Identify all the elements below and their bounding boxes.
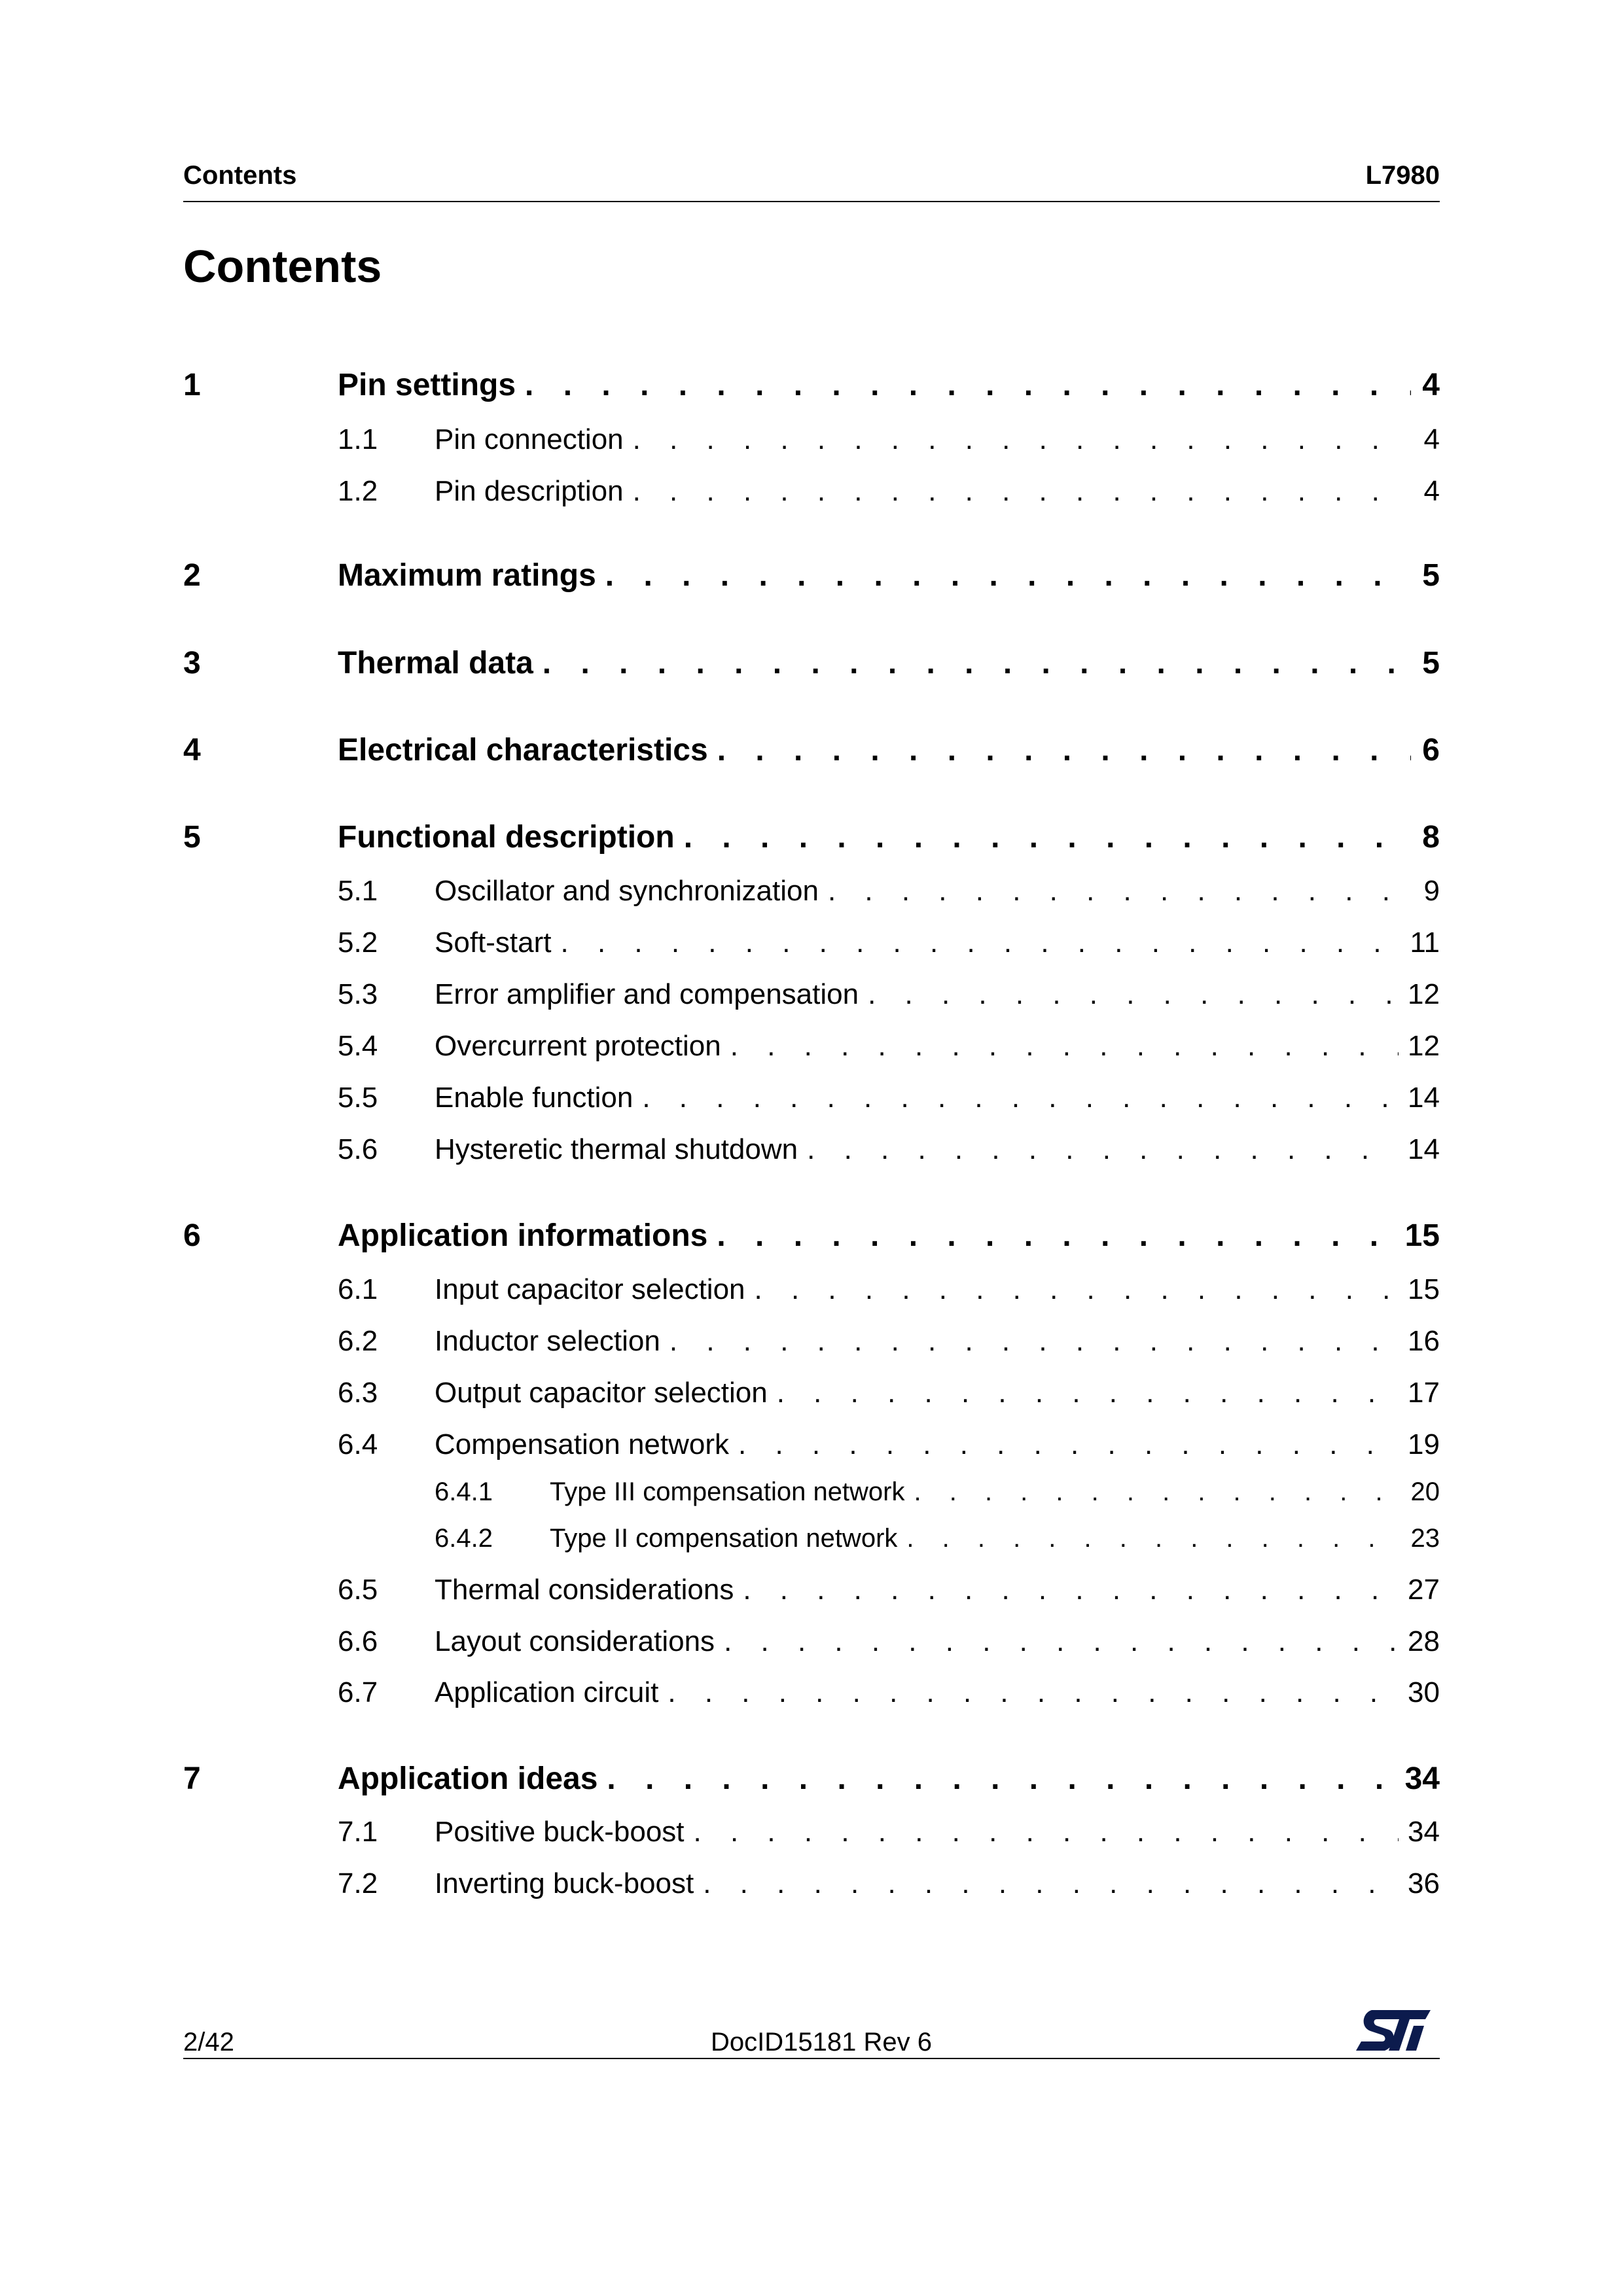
toc-entry-number: 6: [183, 1218, 201, 1253]
toc-entry-title[interactable]: Type II compensation network: [550, 1524, 898, 1553]
toc-entry-number: 6.6: [338, 1625, 378, 1657]
toc-entry-title[interactable]: Pin connection: [435, 423, 624, 455]
toc-entry-page: 4: [1422, 368, 1440, 402]
toc-leader-dots: [669, 1324, 1399, 1359]
toc-entry-number: 6.3: [338, 1377, 378, 1409]
toc-entry-number: 6.7: [338, 1676, 378, 1708]
toc-leader-dots: [807, 1132, 1399, 1167]
toc-entry-title[interactable]: Enable function: [435, 1082, 633, 1114]
toc-entry-page: 4: [1423, 423, 1440, 455]
toc-entry-6-4-1[interactable]: [435, 1476, 1440, 1508]
toc-leader-dots: [828, 874, 1411, 909]
toc-entry-title[interactable]: Positive buck-boost: [435, 1816, 685, 1848]
toc-entry-number: 5.3: [338, 978, 378, 1010]
toc-entry-5-4[interactable]: [338, 1029, 1440, 1064]
toc-entry-title[interactable]: Inductor selection: [435, 1325, 660, 1357]
toc-entry-number: 7.2: [338, 1867, 378, 1899]
toc-entry-title[interactable]: Layout considerations: [435, 1625, 715, 1657]
toc-entry-title[interactable]: Error amplifier and compensation: [435, 978, 859, 1010]
toc-entry-page: 34: [1408, 1816, 1440, 1848]
toc-entry-number: 5.1: [338, 875, 378, 907]
toc-entry-1[interactable]: [183, 366, 1440, 404]
toc-entry-1-2[interactable]: [338, 474, 1440, 509]
toc-leader-dots: [914, 1476, 1402, 1508]
toc-leader-dots: [694, 1814, 1399, 1850]
toc-entry-4[interactable]: [183, 732, 1440, 769]
toc-leader-dots: [525, 366, 1411, 404]
toc-entry-page: 11: [1410, 927, 1440, 959]
toc-entry-page: 6: [1422, 733, 1440, 768]
toc-entry-number: 1.2: [338, 475, 378, 507]
toc-entry-6-2[interactable]: [338, 1324, 1440, 1359]
toc-entry-title[interactable]: Inverting buck-boost: [435, 1867, 694, 1899]
toc-entry-6-4[interactable]: [338, 1427, 1440, 1462]
toc-entry-6-1[interactable]: [338, 1272, 1440, 1307]
toc-entry-6[interactable]: [183, 1217, 1440, 1255]
toc-entry-number: 6.1: [338, 1273, 378, 1305]
toc-entry-5-3[interactable]: [338, 977, 1440, 1012]
toc-leader-dots: [738, 1427, 1399, 1462]
page-title: Contents: [183, 241, 382, 292]
toc-entry-page: 15: [1408, 1273, 1440, 1305]
toc-entry-number: 5.6: [338, 1133, 378, 1165]
toc-entry-page: 14: [1408, 1082, 1440, 1114]
running-header-part-number: L7980: [1365, 161, 1440, 190]
toc-entry-5-5[interactable]: [338, 1080, 1440, 1116]
toc-entry-7[interactable]: [183, 1760, 1440, 1798]
toc-entry-title[interactable]: Input capacitor selection: [435, 1273, 745, 1305]
toc-entry-title[interactable]: Thermal data: [338, 646, 533, 680]
toc-entry-6-3[interactable]: [338, 1375, 1440, 1411]
toc-leader-dots: [561, 925, 1401, 961]
toc-entry-title[interactable]: Type III compensation network: [550, 1477, 905, 1506]
toc-entry-page: 5: [1422, 558, 1440, 593]
toc-entry-page: 17: [1408, 1377, 1440, 1409]
toc-entry-5[interactable]: [183, 819, 1440, 857]
toc-entry-title[interactable]: Pin description: [435, 475, 624, 507]
toc-entry-page: 16: [1408, 1325, 1440, 1357]
toc-entry-title[interactable]: Application informations: [338, 1218, 708, 1253]
toc-entry-title[interactable]: Thermal considerations: [435, 1574, 734, 1606]
toc-entry-3[interactable]: [183, 645, 1440, 682]
toc-entry-page: 28: [1408, 1625, 1440, 1657]
toc-leader-dots: [868, 977, 1399, 1012]
toc-entry-5-1[interactable]: [338, 874, 1440, 909]
toc-entry-5-2[interactable]: [338, 925, 1440, 961]
toc-entry-7-2[interactable]: [338, 1866, 1440, 1901]
toc-leader-dots: [703, 1866, 1399, 1901]
toc-leader-dots: [633, 474, 1411, 509]
toc-entry-2[interactable]: [183, 557, 1440, 595]
toc-leader-dots: [668, 1675, 1399, 1710]
toc-entry-title[interactable]: Electrical characteristics: [338, 733, 708, 768]
toc-entry-number: 6.5: [338, 1574, 378, 1606]
toc-entry-page: 27: [1408, 1574, 1440, 1606]
toc-leader-dots: [730, 1029, 1399, 1064]
toc-entry-number: 2: [183, 558, 201, 593]
toc-leader-dots: [642, 1080, 1399, 1116]
toc-entry-number: 1: [183, 368, 201, 402]
toc-entry-title[interactable]: Application ideas: [338, 1761, 598, 1796]
toc-entry-5-6[interactable]: [338, 1132, 1440, 1167]
toc-leader-dots: [906, 1523, 1401, 1554]
toc-leader-dots: [724, 1624, 1399, 1659]
toc-entry-title[interactable]: Compensation network: [435, 1428, 730, 1460]
doc-id: DocID15181 Rev 6: [711, 2028, 932, 2057]
toc-leader-dots: [607, 1760, 1395, 1798]
toc-leader-dots: [633, 422, 1411, 457]
toc-entry-number: 6.4.2: [435, 1524, 493, 1553]
toc-entry-title[interactable]: Output capacitor selection: [435, 1377, 768, 1409]
running-header-section: Contents: [183, 161, 297, 190]
toc-entry-page: 14: [1408, 1133, 1440, 1165]
toc-entry-number: 5.2: [338, 927, 378, 959]
toc-entry-number: 6.4: [338, 1428, 378, 1460]
toc-leader-dots: [755, 1272, 1399, 1307]
toc-entry-title[interactable]: Maximum ratings: [338, 558, 596, 593]
toc-entry-1-1[interactable]: [338, 422, 1440, 457]
toc-entry-number: 7: [183, 1761, 201, 1796]
toc-entry-number: 1.1: [338, 423, 378, 455]
toc-entry-title[interactable]: Overcurrent protection: [435, 1030, 721, 1062]
toc-entry-page: 9: [1423, 875, 1440, 907]
st-logo-icon: [1353, 2007, 1432, 2055]
toc-entry-6-4-2[interactable]: [435, 1523, 1440, 1554]
toc-entry-6-7[interactable]: [338, 1675, 1440, 1710]
toc-entry-number: 5: [183, 820, 201, 855]
toc-entry-7-1[interactable]: [338, 1814, 1440, 1850]
toc-entry-6-6[interactable]: [338, 1624, 1440, 1659]
toc-entry-page: 19: [1408, 1428, 1440, 1460]
toc-entry-page: 12: [1408, 978, 1440, 1010]
toc-entry-page: 36: [1408, 1867, 1440, 1899]
toc-entry-number: 3: [183, 646, 201, 680]
toc-entry-title[interactable]: Pin settings: [338, 368, 516, 402]
toc-entry-page: 4: [1423, 475, 1440, 507]
toc-leader-dots: [605, 557, 1411, 595]
toc-leader-dots: [777, 1375, 1399, 1411]
toc-entry-number: 6.4.1: [435, 1477, 493, 1506]
toc-entry-number: 4: [183, 733, 201, 768]
toc-entry-number: 5.5: [338, 1082, 378, 1114]
toc-leader-dots: [717, 732, 1411, 769]
toc-leader-dots: [684, 819, 1411, 857]
footer-rule: [183, 2058, 1440, 2059]
toc-entry-title[interactable]: Soft-start: [435, 927, 552, 959]
toc-leader-dots: [717, 1217, 1395, 1255]
toc-entry-page: 5: [1422, 646, 1440, 680]
toc-entry-number: 7.1: [338, 1816, 378, 1848]
toc-entry-title[interactable]: Functional description: [338, 820, 675, 855]
toc-entry-6-5[interactable]: [338, 1572, 1440, 1608]
toc-entry-page: 34: [1404, 1761, 1440, 1796]
toc-entry-number: 6.2: [338, 1325, 378, 1357]
toc-entry-number: 5.4: [338, 1030, 378, 1062]
toc-entry-title[interactable]: Oscillator and synchronization: [435, 875, 819, 907]
toc-leader-dots: [543, 645, 1411, 682]
header-rule: [183, 201, 1440, 202]
toc-entry-page: 20: [1410, 1477, 1440, 1506]
toc-entry-page: 12: [1408, 1030, 1440, 1062]
toc-entry-page: 15: [1404, 1218, 1440, 1253]
toc-entry-page: 30: [1408, 1676, 1440, 1708]
toc-entry-title[interactable]: Hysteretic thermal shutdown: [435, 1133, 798, 1165]
toc-leader-dots: [743, 1572, 1399, 1608]
toc-entry-page: 23: [1410, 1524, 1440, 1553]
toc-entry-title[interactable]: Application circuit: [435, 1676, 659, 1708]
toc-entry-page: 8: [1422, 820, 1440, 855]
page-indicator: 2/42: [183, 2028, 234, 2057]
